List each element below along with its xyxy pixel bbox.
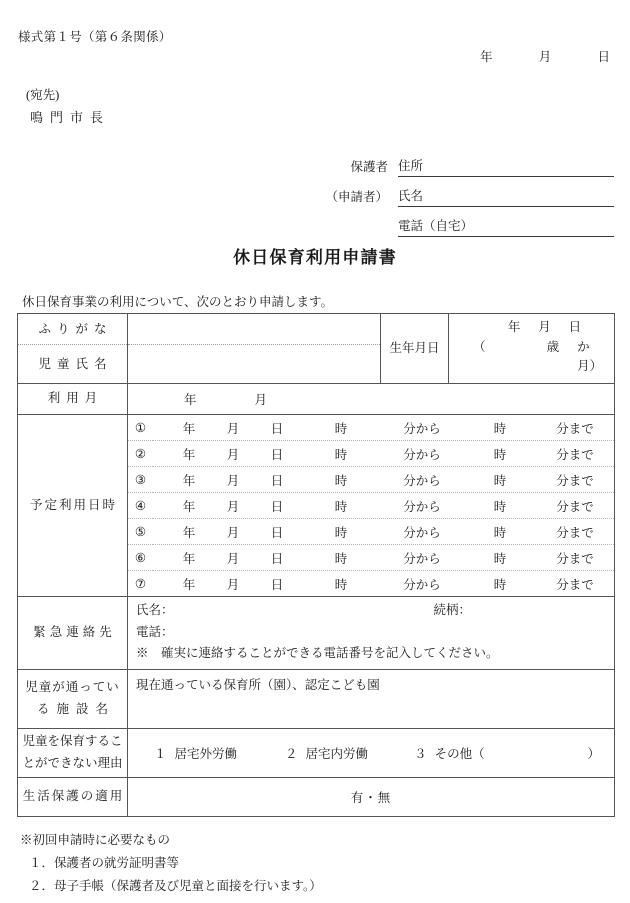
schedule-table <box>128 415 614 596</box>
reason-close-paren: ） <box>587 746 600 761</box>
reason-label-line1: 児童を保育するこ <box>22 733 123 748</box>
schedule-hour-from-label: 時 <box>334 551 348 566</box>
child-name-input-cell[interactable] <box>128 314 381 384</box>
facility-label-line1: 児童が通ってい <box>25 679 120 694</box>
welfare-label: 生活保護の適用 <box>18 777 128 816</box>
birth-date-cell[interactable] <box>449 314 615 384</box>
schedule-label: 予定利用日時 <box>18 415 128 597</box>
age-open-paren: （ <box>473 339 486 354</box>
addressee-name: 鳴門市長 <box>30 110 111 125</box>
schedule-hour-to-label: 時 <box>493 525 507 540</box>
applicant-label: （申請者） <box>325 190 388 204</box>
schedule-hour-to-label: 時 <box>493 577 507 592</box>
reason-option-2-number[interactable]: ２ <box>285 746 298 761</box>
schedule-hour-to-label: 時 <box>493 473 507 488</box>
schedule-hour-to-label: 時 <box>493 499 507 514</box>
furigana-input[interactable] <box>128 314 380 345</box>
schedule-row-number: ③ <box>128 467 153 493</box>
age-months-label: か月） <box>577 339 603 374</box>
age-years-label: 歳 <box>546 339 560 354</box>
furigana-label: ふりがな <box>18 314 127 345</box>
birth-date-row <box>459 318 604 337</box>
table-row-emergency-contact <box>18 597 615 670</box>
facility-inner <box>128 670 614 728</box>
reason-option-1-number[interactable]: １ <box>154 746 167 761</box>
schedule-day-label: 日 <box>270 473 284 488</box>
welfare-cell[interactable] <box>128 777 615 816</box>
schedule-row-body[interactable] <box>153 415 614 441</box>
table-row-schedule <box>18 415 615 597</box>
schedule-minute-from-label: 分から <box>403 421 441 436</box>
date-year-label: 年 <box>480 50 493 64</box>
page-title: 休日保育利用申請書 <box>233 248 397 267</box>
schedule-year-label: 年 <box>182 551 196 566</box>
schedule-year-label: 年 <box>182 577 196 592</box>
schedule-month-label: 月 <box>226 473 240 488</box>
notes-item-1: １．保護者の就労証明書等 <box>29 855 180 870</box>
emergency-name-row <box>136 600 614 622</box>
phone-field[interactable]: 電話（自宅） <box>398 216 614 237</box>
reason-label-cell <box>18 728 128 777</box>
form-number: 様式第１号（第６条関係） <box>18 30 172 44</box>
usage-year-label: 年 <box>184 393 197 407</box>
schedule-month-label: 月 <box>226 499 240 514</box>
schedule-row-number: ⑦ <box>134 576 147 591</box>
reason-option-2-label[interactable]: 居宅内労働 <box>305 746 369 761</box>
schedule-minute-to-label: 分まで <box>556 499 594 514</box>
schedule-hour-to-label: 時 <box>493 421 507 436</box>
table-row-welfare <box>18 777 615 816</box>
address-field[interactable]: 住所 <box>398 156 614 177</box>
schedule-hour-from-label: 時 <box>334 473 348 488</box>
schedule-line <box>153 441 614 466</box>
schedule-minute-to-label: 分まで <box>556 447 594 462</box>
reason-cell[interactable] <box>128 728 615 777</box>
facility-label-line2: る施設名 <box>36 701 115 716</box>
schedule-hour-from-label: 時 <box>334 577 348 592</box>
schedule-row[interactable] <box>128 467 614 493</box>
application-table <box>17 313 615 817</box>
schedule-line <box>153 467 614 492</box>
phone-tag-spacer <box>320 235 398 237</box>
schedule-year-label: 年 <box>182 525 196 540</box>
table-row-reason <box>18 728 615 777</box>
schedule-line <box>153 571 614 596</box>
schedule-hour-to-label: 時 <box>493 447 507 462</box>
schedule-year-label: 年 <box>182 499 196 514</box>
applicant-block <box>320 147 614 237</box>
welfare-options[interactable]: 有・無 <box>350 790 392 805</box>
emergency-note: ※ 確実に連絡することができる電話番号を記入してください。 <box>136 646 499 660</box>
schedule-minute-to-label: 分まで <box>556 473 594 488</box>
emergency-phone-label: 電話： <box>136 624 174 639</box>
guardian-label: 保護者 <box>350 160 388 174</box>
name-field[interactable]: 氏名 <box>398 186 614 207</box>
schedule-row[interactable] <box>128 545 614 571</box>
schedule-hour-from-label: 時 <box>334 447 348 462</box>
schedule-row-body[interactable] <box>153 493 614 519</box>
schedule-row[interactable] <box>128 441 614 467</box>
schedule-year-label: 年 <box>182 473 196 488</box>
schedule-line <box>153 493 614 518</box>
date-month-label: 月 <box>538 50 552 64</box>
schedule-row-body[interactable] <box>153 571 614 597</box>
schedule-minute-from-label: 分から <box>403 551 441 566</box>
schedule-day-label: 日 <box>270 551 284 566</box>
schedule-row-body[interactable] <box>153 467 614 493</box>
schedule-minute-from-label: 分から <box>403 447 441 462</box>
schedule-row-number: ⑤ <box>128 519 153 545</box>
table-row-usage-month <box>18 384 615 415</box>
child-name-input[interactable] <box>128 345 380 383</box>
submission-date-line <box>480 47 610 65</box>
schedule-row[interactable] <box>128 415 614 441</box>
schedule-row[interactable] <box>128 519 614 545</box>
schedule-day-label: 日 <box>270 577 284 592</box>
facility-cell[interactable] <box>128 669 615 728</box>
schedule-month-label: 月 <box>226 447 240 462</box>
emergency-contact-label: 緊急連絡先 <box>18 597 128 670</box>
schedule-day-label: 日 <box>270 499 284 514</box>
notes-heading: ※初回申請時に必要なもの <box>20 833 171 847</box>
schedule-day-label: 日 <box>270 421 284 436</box>
table-row-furigana <box>18 314 615 384</box>
emergency-name-label: 氏名： <box>136 603 174 617</box>
schedule-line <box>153 415 614 440</box>
footer-notes <box>20 829 322 897</box>
schedule-hour-from-label: 時 <box>334 525 348 540</box>
schedule-minute-from-label: 分から <box>403 473 441 488</box>
schedule-row-number: ① <box>128 415 153 441</box>
applicant-address-row <box>320 147 614 177</box>
schedule-row-number: ② <box>128 441 153 467</box>
age-row <box>459 338 604 377</box>
notes-item-2: ２．母子手帳（保護者及び児童と面接を行います。） <box>29 878 322 893</box>
schedule-month-label: 月 <box>226 421 240 436</box>
schedule-minute-from-label: 分から <box>403 499 441 514</box>
birth-day-label: 日 <box>568 320 582 335</box>
schedule-hour-from-label: 時 <box>334 421 348 436</box>
applicant-phone-row <box>320 207 614 237</box>
birth-date-label: 生年月日 <box>381 314 449 384</box>
table-row-facility <box>18 669 615 728</box>
usage-month-cell[interactable] <box>128 384 615 415</box>
schedule-minute-to-label: 分まで <box>556 421 594 436</box>
emergency-contact-cell[interactable] <box>128 597 615 670</box>
birth-month-label: 月 <box>538 320 551 335</box>
reason-option-3-number[interactable]: ３ <box>414 746 427 761</box>
facility-label-cell <box>18 669 128 728</box>
facility-note: 現在通っている保育所（園）、認定こども園 <box>136 677 380 692</box>
schedule-row-body[interactable] <box>153 545 614 571</box>
schedule-line <box>153 545 614 570</box>
birth-date-inner <box>449 314 614 382</box>
schedule-cell <box>128 415 615 597</box>
usage-month-inner <box>128 384 614 414</box>
applicant-name-row <box>320 177 614 207</box>
schedule-minute-from-label: 分から <box>403 525 441 540</box>
schedule-hour-from-label: 時 <box>334 499 348 514</box>
usage-month-unit-label: 月 <box>254 393 268 407</box>
schedule-month-label: 月 <box>226 577 240 592</box>
birth-year-label: 年 <box>507 320 521 335</box>
schedule-hour-to-label: 時 <box>493 551 507 566</box>
reason-options <box>128 729 614 777</box>
schedule-month-label: 月 <box>226 551 240 566</box>
reason-option-3-label[interactable]: その他（ <box>434 746 485 761</box>
furigana-name-label-cell <box>18 314 128 384</box>
schedule-rows <box>128 415 614 596</box>
schedule-day-label: 日 <box>270 447 284 462</box>
reason-label-line2: とができない理由 <box>22 755 123 770</box>
schedule-minute-to-label: 分まで <box>556 525 594 540</box>
schedule-minute-from-label: 分から <box>403 577 441 592</box>
schedule-month-label: 月 <box>226 525 240 540</box>
schedule-row-number: ⑥ <box>128 545 153 571</box>
schedule-minute-to-label: 分まで <box>556 551 594 566</box>
schedule-minute-to-label: 分まで <box>556 577 594 592</box>
schedule-day-label: 日 <box>270 525 284 540</box>
schedule-row-body[interactable] <box>153 441 614 467</box>
child-name-label: 児童氏名 <box>38 357 113 371</box>
schedule-row[interactable] <box>128 493 614 519</box>
schedule-year-label: 年 <box>182 447 196 462</box>
schedule-row-number: ④ <box>128 493 153 519</box>
emergency-kinship-label: 続柄： <box>433 603 472 617</box>
intro-text: 休日保育事業の利用について、次のとおり申請します。 <box>22 295 334 309</box>
schedule-year-label: 年 <box>182 421 196 436</box>
usage-month-label: 利用月 <box>18 384 128 415</box>
addressee-label: (宛先) <box>26 88 60 102</box>
date-day-label: 日 <box>597 50 610 64</box>
schedule-row-body[interactable] <box>153 519 614 545</box>
schedule-row[interactable] <box>128 571 614 597</box>
reason-option-1-label[interactable]: 居宅外労働 <box>174 746 238 761</box>
emergency-contact-inner <box>128 597 614 669</box>
schedule-line <box>153 519 614 544</box>
